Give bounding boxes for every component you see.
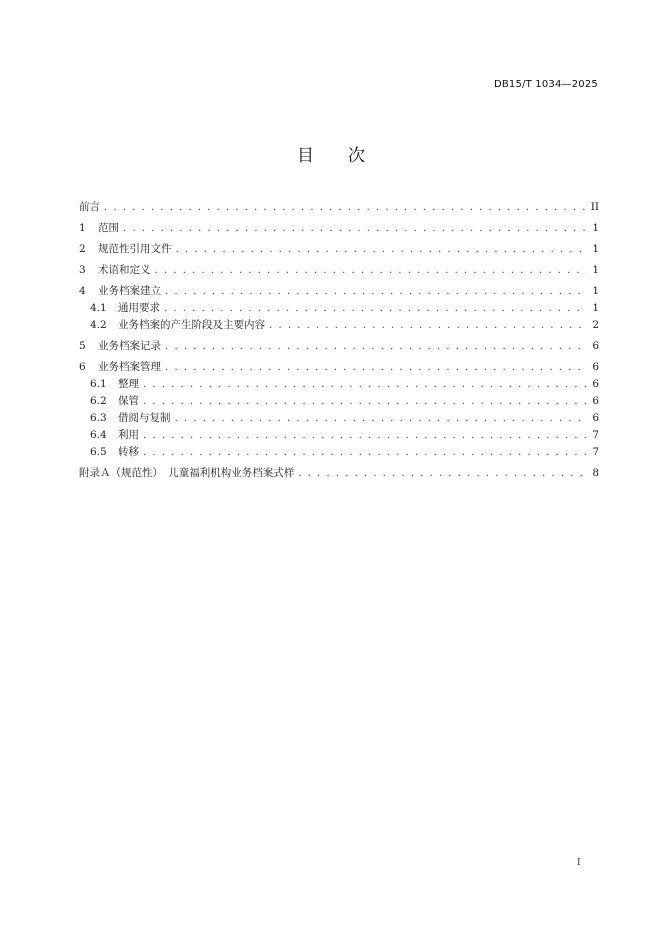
- toc-entry-label: 范围: [98, 222, 119, 235]
- toc-entry-number: 6.4: [90, 428, 107, 441]
- toc-leader-dots: [123, 220, 587, 237]
- toc-entry-2[interactable]: [79, 241, 599, 258]
- toc-leader-dots: [165, 338, 587, 355]
- toc-entry-foreword[interactable]: [79, 199, 599, 216]
- toc-entry-number: 3: [79, 264, 86, 277]
- toc-entry-4-2[interactable]: [79, 317, 599, 334]
- toc-entry-number: 6.5: [90, 445, 107, 458]
- toc-entry-label: 术语和定义: [98, 264, 151, 277]
- toc-entry-4-1[interactable]: [79, 300, 599, 317]
- toc-entry-page: 8: [592, 466, 599, 479]
- toc-entry-number: 4.1: [90, 302, 107, 315]
- toc-leader-dots: [269, 317, 587, 334]
- toc-entry-label: 通用要求: [118, 302, 160, 315]
- toc-entry-page: 7: [592, 428, 599, 441]
- toc-leader-dots: [298, 465, 587, 482]
- toc-entry-number: 4: [79, 285, 86, 298]
- toc-entry-3[interactable]: [79, 262, 599, 279]
- toc-entry-label: 附录Ａ（规范性） 儿童福利机构业务档案式样: [79, 466, 295, 479]
- toc-leader-dots: [165, 359, 587, 376]
- toc-entry-label: 前言: [79, 201, 100, 213]
- toc-entry-5[interactable]: [79, 338, 599, 355]
- toc-entry-page: 2: [592, 319, 599, 332]
- toc-entry-label: 利用: [118, 428, 139, 441]
- toc-leader-dots: [143, 427, 587, 444]
- toc-entry-6[interactable]: [79, 359, 599, 376]
- toc-entry-number: 6.1: [90, 378, 107, 391]
- toc-entry-label: 借阅与复制: [118, 411, 171, 424]
- toc-entry-page: II: [590, 201, 599, 213]
- toc-leader-dots: [175, 410, 588, 427]
- toc-entry-page: 1: [592, 302, 599, 315]
- toc-entry-6-4[interactable]: [79, 427, 599, 444]
- toc-entry-label: 业务档案的产生阶段及主要内容: [118, 319, 265, 332]
- toc-entry-number: 2: [79, 243, 86, 256]
- toc-entry-page: 6: [592, 411, 599, 424]
- toc-entry-number: 1: [79, 222, 86, 235]
- toc-entry-page: 7: [592, 445, 599, 458]
- toc-leader-dots: [165, 283, 587, 300]
- toc-title-char-2: 次: [348, 146, 365, 166]
- toc-entry-page: 1: [592, 264, 599, 277]
- toc-entry-label: 转移: [118, 445, 139, 458]
- toc-leader-dots: [176, 241, 588, 258]
- toc-entry-page: 1: [592, 285, 599, 298]
- toc-entry-label: 业务档案管理: [98, 361, 161, 374]
- toc-entry-number: 6: [79, 361, 86, 374]
- toc-title: [0, 141, 662, 166]
- toc-entry-page: 1: [592, 222, 599, 235]
- toc-entry-6-2[interactable]: [79, 393, 599, 410]
- toc-entry-page: 6: [592, 378, 599, 391]
- toc-entry-page: 6: [592, 340, 599, 353]
- document-code: DB15/T 1034—2025: [493, 79, 598, 90]
- toc-leader-dots: [143, 376, 587, 393]
- toc-title-char-1: 目: [297, 146, 314, 166]
- toc-entry-label: 业务档案记录: [98, 340, 161, 353]
- toc-entry-6-1[interactable]: [79, 376, 599, 393]
- toc-leader-dots: [104, 199, 587, 216]
- toc-entry-number: 6.2: [90, 395, 107, 408]
- toc-entry-6-3[interactable]: [79, 410, 599, 427]
- toc-entry-1[interactable]: [79, 220, 599, 237]
- toc-entry-appendix-a[interactable]: [79, 465, 599, 482]
- toc-entry-number: 6.3: [90, 411, 107, 424]
- toc-entry-label: 保管: [118, 395, 139, 408]
- page-number: I: [577, 858, 581, 868]
- toc-leader-dots: [164, 300, 587, 317]
- toc-entry-page: 6: [592, 361, 599, 374]
- toc-entry-page: 6: [592, 395, 599, 408]
- toc-entry-number: 5: [79, 340, 86, 353]
- toc-leader-dots: [155, 262, 588, 279]
- toc-entry-6-5[interactable]: [79, 444, 599, 461]
- toc-entry-4[interactable]: [79, 283, 599, 300]
- table-of-contents: [79, 199, 599, 482]
- toc-entry-label: 整理: [118, 378, 139, 391]
- toc-entry-label: 业务档案建立: [98, 285, 161, 298]
- toc-leader-dots: [143, 444, 587, 461]
- toc-leader-dots: [143, 393, 587, 410]
- toc-entry-label: 规范性引用文件: [98, 243, 172, 256]
- toc-entry-page: 1: [592, 243, 599, 256]
- toc-entry-number: 4.2: [90, 319, 107, 332]
